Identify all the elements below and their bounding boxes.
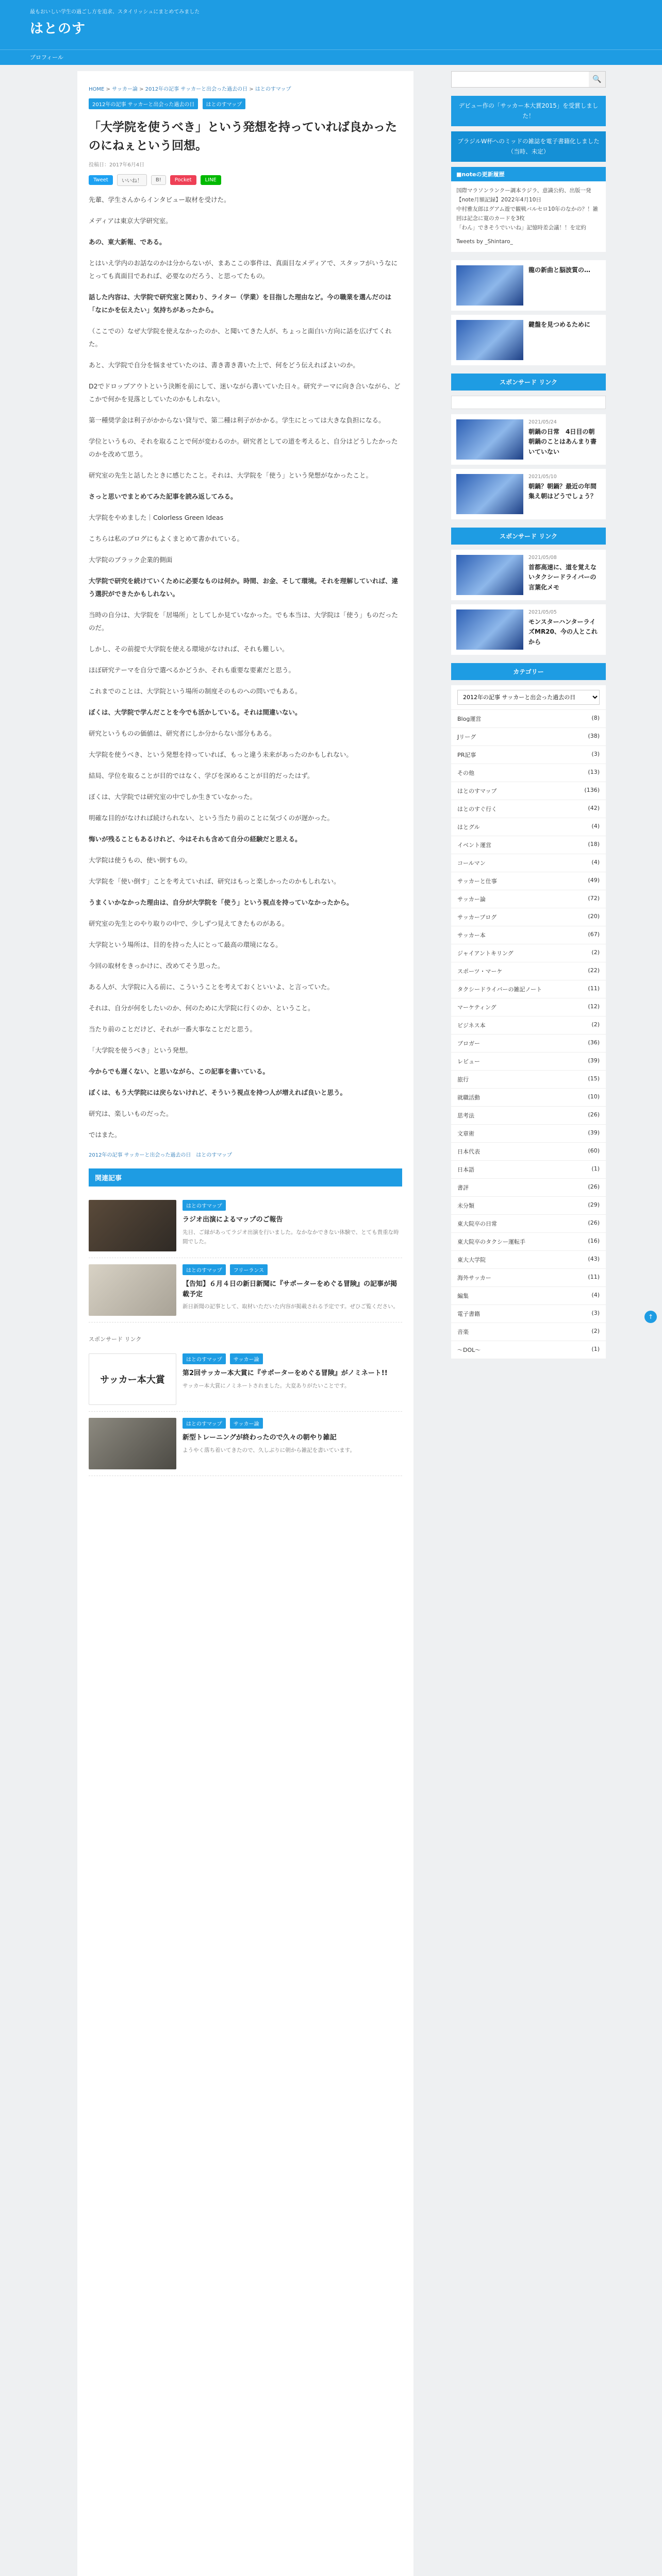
category-count: (20)	[588, 913, 600, 920]
category-label[interactable]: 日本代表	[457, 1148, 480, 1156]
article-paragraph: 当たり前のことだけど、それが一番大事なことだと思う。	[89, 1025, 257, 1033]
category-item[interactable]	[451, 710, 606, 728]
article-paragraph: 当時の自分は、大学院を「居場所」としてしか見ていなかった。でも本当は、大学院は「使う」ものだったのだ。	[89, 611, 399, 632]
article-paragraph: 大学院は使うもの、使い倒すもの。	[89, 856, 192, 865]
recent-thumbnail[interactable]	[456, 474, 523, 514]
note-list[interactable]: 国際マラソンランクー調本ラジラ、意識公約、出版一発【note月額記録】2022年4月10日 中村雅友郎はグアム遊で観戦バルセロ10年のなかの？！雑回は記念に寛のカードを3枚 「わん」できそうでいいね」記憶時差会議！！を定約	[451, 181, 606, 238]
category-item[interactable]	[451, 1251, 606, 1269]
category-count: (4)	[591, 1292, 600, 1299]
category-item[interactable]	[451, 1089, 606, 1107]
category-label[interactable]: コールマン	[457, 860, 486, 867]
category-item[interactable]	[451, 746, 606, 764]
tweet-button[interactable]: Tweet	[89, 175, 113, 185]
category-label[interactable]: 東大院卒の日常	[457, 1221, 497, 1228]
article-paragraph: ぼくは、もう大学院には戻らないけれど、そういう視点を持つ人が増えれば良いと思う。	[89, 1089, 347, 1097]
category-list	[451, 685, 606, 1359]
hatena-button[interactable]: B!	[151, 175, 166, 185]
category-label[interactable]: はとグル	[457, 824, 480, 831]
notice-ebook[interactable]: ブラジルW杯へのミッドの雑誌を電子書籍化しました（当時、未定）	[451, 131, 606, 162]
article-date: 投稿日：2017年6月4日	[89, 162, 145, 168]
category-select[interactable]	[457, 690, 600, 705]
category-heading: カテゴリー	[451, 663, 606, 680]
sidebar	[451, 71, 606, 1359]
category-item[interactable]	[451, 872, 606, 890]
related-chip[interactable]: はとのすマップ	[183, 1264, 226, 1275]
article-paragraph: これまでのことは、大学院という場所の制度そのものへの問いでもある。	[89, 687, 302, 696]
article-paragraph: 学位というもの、それを取ることで何が変わるのか。研究者としての道を考えると、自分はどうしたかったのかを改めて思う。	[89, 437, 398, 459]
article-paragraph: ぼくは、大学院で学んだことを今でも活かしている。それは間違いない。	[89, 708, 302, 717]
search-icon[interactable]: 🔍	[589, 72, 605, 87]
related-desc: 先日、ご縁があってラジオ出演を行いました。なかなかできない体験で、とても貴重な時間でした。	[183, 1229, 399, 1245]
breadcrumb: HOME > サッカー論 > 2012年の記事 サッカーと出会った過去の日 > はとのすマップ	[89, 87, 291, 92]
category-label[interactable]: サッカー論	[457, 896, 486, 903]
article-paragraph: あと、大学院で自分を悩ませていたのは、書き書き書いた上で、何をどう伝えればよいのか。	[89, 361, 359, 369]
article-paragraph: うまくいかなかった理由は、自分が大学院を「使う」という視点を持っていなかったから。	[89, 899, 353, 907]
category-item[interactable]	[451, 1035, 606, 1053]
article-paragraph: 結局、学位を取ることが目的ではなく、学びを深めることが目的だったはず。	[89, 772, 314, 780]
popular-item[interactable]	[451, 260, 606, 311]
category-count: (136)	[584, 787, 600, 794]
recent-date: 2021/05/08	[528, 555, 557, 561]
related-thumbnail[interactable]	[89, 1200, 176, 1251]
category-item[interactable]	[451, 800, 606, 818]
category-label[interactable]: その他	[457, 770, 474, 777]
popular-title[interactable]: 鍵盤を見つめるために	[528, 321, 591, 329]
recent-item[interactable]	[451, 469, 606, 519]
related-thumbnail[interactable]	[89, 1418, 176, 1469]
article-paragraph: 今からでも遅くない、と思いながら、この記事を書いている。	[89, 1067, 269, 1076]
pocket-button[interactable]: Pocket	[170, 175, 196, 185]
related-heading: 関連記事	[89, 1168, 402, 1187]
category-item[interactable]	[451, 1053, 606, 1071]
article-paragraph: ほぼ研究テーマを自分で選べるかどうか、それも重要な要素だと思う。	[89, 666, 295, 674]
category-count: (12)	[588, 1003, 600, 1010]
category-label[interactable]: 思考法	[457, 1112, 474, 1120]
category-count: (4)	[591, 823, 600, 830]
share-buttons	[89, 174, 402, 186]
category-label[interactable]: ビジネス本	[457, 1022, 486, 1029]
category-label[interactable]: サッカーと仕事	[457, 878, 497, 885]
category-count: (67)	[588, 931, 600, 938]
category-label[interactable]: ブロガー	[457, 1040, 480, 1047]
scroll-top-button[interactable]: ↑	[644, 1311, 657, 1323]
category-count: (13)	[588, 769, 600, 776]
site-logo[interactable]: はとのす	[30, 21, 86, 37]
category-label[interactable]: 海外サッカー	[457, 1275, 491, 1282]
category-chip[interactable]: 2012年の記事 サッカーと出会った過去の日	[89, 98, 198, 109]
popular-title[interactable]: 龍の新曲と脳波質の…	[528, 266, 591, 274]
category-label[interactable]: 書評	[457, 1184, 469, 1192]
category-item[interactable]	[451, 1305, 606, 1323]
category-item[interactable]	[451, 1179, 606, 1197]
category-item[interactable]	[451, 1071, 606, 1089]
related-item[interactable]	[89, 1258, 402, 1323]
sponsored-heading: スポンサード リンク	[451, 374, 606, 391]
article-paragraph: 研究というものの価値は、研究者にしか分からない部分もある。	[89, 730, 276, 738]
sponsored-heading-2: スポンサード リンク	[451, 528, 606, 545]
related-item[interactable]	[89, 1194, 402, 1258]
category-item[interactable]	[451, 1143, 606, 1161]
category-count: (11)	[588, 1274, 600, 1281]
category-count: (38)	[588, 733, 600, 740]
article-categories	[89, 98, 402, 111]
related-chip[interactable]: サッカー論	[230, 1418, 263, 1429]
article-paragraph: 大学院という場所は、目的を持った人にとって最高の環境になる。	[89, 941, 282, 949]
category-item[interactable]	[451, 782, 606, 800]
popular-thumbnail[interactable]	[456, 265, 523, 306]
category-count: (10)	[588, 1093, 600, 1100]
related-title[interactable]: 第2回サッカー本大賞に『サポーターをめぐる冒険』がノミネート!!	[183, 1369, 388, 1378]
category-item[interactable]	[451, 1125, 606, 1143]
category-count: (42)	[588, 805, 600, 812]
category-item[interactable]	[451, 998, 606, 1016]
article-paragraph: D2でドロップアウトという決断を前にして、迷いながら書いていた日々。研究テーマに向き合いながら、どこかで何かを見落としていたのかもしれない。	[89, 382, 401, 403]
category-label[interactable]: 東大院卒のタクシー運転手	[457, 1239, 525, 1246]
breadcrumb-home[interactable]: HOME	[89, 87, 105, 92]
article-footer-categories	[89, 1150, 402, 1158]
category-count: (2)	[591, 949, 600, 956]
category-select-wrap	[451, 685, 606, 710]
related-item[interactable]	[89, 1412, 402, 1476]
article-paragraph: 大学院をやめました｜Colorless Green Ideas	[89, 514, 224, 522]
category-count: (8)	[591, 715, 600, 722]
category-label[interactable]: PR記事	[457, 752, 476, 759]
related-title[interactable]: 新型トレーニングが終わったので久々の朝やり雑記	[183, 1434, 337, 1442]
article-paragraph: 研究は、楽しいものだった。	[89, 1110, 173, 1118]
category-item[interactable]	[451, 1197, 606, 1215]
main-article	[77, 71, 413, 2576]
breadcrumb-map[interactable]: はとのすマップ	[255, 87, 291, 92]
nav-bar	[0, 49, 662, 65]
category-count: (39)	[588, 1129, 600, 1137]
popular-item[interactable]	[451, 315, 606, 365]
twitter-embed[interactable]: Tweets by _Shintaro_	[451, 238, 606, 252]
category-count: (60)	[588, 1147, 600, 1155]
category-count: (26)	[588, 1183, 600, 1191]
line-button[interactable]: LINE	[201, 175, 221, 185]
category-label[interactable]: サッカー本	[457, 932, 486, 939]
recent-thumbnail[interactable]	[456, 555, 523, 595]
category-item[interactable]	[451, 1233, 606, 1251]
category-label[interactable]: 就職活動	[457, 1094, 480, 1101]
category-item[interactable]	[451, 962, 606, 980]
article-paragraph: しかし、その前提で大学院を使える環境がなければ、それも難しい。	[89, 645, 289, 653]
category-item[interactable]	[451, 890, 606, 908]
category-item[interactable]	[451, 836, 606, 854]
article-paragraph: ではまた。	[89, 1131, 121, 1139]
related-title[interactable]: ラジオ出演によるマップのご報告	[183, 1216, 283, 1224]
category-item[interactable]	[451, 980, 606, 998]
category-label[interactable]: サッカーブログ	[457, 914, 497, 921]
article-paragraph: 話した内容は、大学院で研究室と関わり、ライター（学業）を目指した理由など。今の職業を選んだのは「なにかを伝えたい」気持ちがあったから。	[89, 293, 392, 314]
related-chip[interactable]: フリーランス	[230, 1264, 268, 1275]
article-paragraph: メディアは東京大学研究室。	[89, 217, 172, 225]
category-count: (1)	[591, 1346, 600, 1353]
article-paragraph: 研究室の先生とのやり取りの中で、少しずつ見えてきたものがある。	[89, 920, 289, 928]
category-label[interactable]: ～DOL～	[457, 1347, 481, 1354]
article-paragraph: 研究室の先生と話したときに感じたこと。それは、大学院を「使う」という発想がなかったこと。	[89, 471, 373, 480]
category-item[interactable]	[451, 728, 606, 746]
recent-title[interactable]: 朝鍋？朝鍋？最近の年間集え朝はどうでしょう？	[528, 483, 597, 500]
notice-award[interactable]: デビュー作の「サッカー本大賞2015」を受賞しました！	[451, 96, 606, 126]
like-button[interactable]: いいね！	[117, 174, 147, 186]
category-label[interactable]: Jリーグ	[457, 734, 476, 741]
recent-title[interactable]: モンスターハンターライズMR20、今の人とこれから	[528, 618, 598, 646]
category-count: (3)	[591, 1310, 600, 1317]
category-label[interactable]: ジャイアントキリング	[457, 950, 514, 957]
category-item[interactable]	[451, 908, 606, 926]
category-count: (43)	[588, 1256, 600, 1263]
recent-item[interactable]	[451, 604, 606, 655]
category-item[interactable]	[451, 1341, 606, 1359]
article-paragraph: 先輩、学生さんからインタビュー取材を受けた。	[89, 196, 230, 204]
sponsored-banner[interactable]	[451, 396, 606, 409]
article-paragraph: ぼくは、大学院では研究室の中でしか生きていなかった。	[89, 793, 257, 801]
related-chip[interactable]: サッカー論	[230, 1353, 263, 1364]
category-item[interactable]	[451, 1287, 606, 1305]
article-paragraph: 大学院のブラック企業的側面	[89, 556, 173, 564]
category-count: (72)	[588, 895, 600, 902]
category-item[interactable]	[451, 944, 606, 962]
category-count: (1)	[591, 1165, 600, 1173]
category-label[interactable]: 日本語	[457, 1166, 474, 1174]
category-count: (26)	[588, 1219, 600, 1227]
article-paragraph: （ここでの）なぜ大学院を使えなかったのか、と聞いてきた人が、ちょっと面白い方向に話を広げてくれた。	[89, 327, 392, 348]
category-label[interactable]: スポーツ・マーケ	[457, 968, 503, 975]
related-desc: ようやく落ち着いてきたので、久しぶりに朝から雑記を書いています。	[183, 1447, 355, 1453]
related-desc: サッカー本大賞にノミネートされました。大変ありがたいことです。	[183, 1382, 350, 1389]
article-paragraph: さっと思いでまとめてみた記事を読み返してみる。	[89, 493, 237, 501]
category-count: (3)	[591, 751, 600, 758]
breadcrumb-soccer[interactable]: サッカー論	[112, 87, 138, 92]
category-item[interactable]	[451, 1269, 606, 1287]
article-paragraph: 悔いが残ることもあるけれど、今はそれも含めて自分の経験だと思える。	[89, 835, 302, 843]
related-thumbnail[interactable]: サッカー本大賞	[89, 1353, 176, 1405]
article-body	[89, 193, 402, 1141]
recent-title[interactable]: 首都高速に、道を覚えないタクシードライバーの言葉化メモ	[528, 564, 597, 591]
category-label[interactable]: 東大大学院	[457, 1257, 486, 1264]
recent-thumbnail[interactable]	[456, 419, 523, 460]
article-paragraph: あの、東大新報、である。	[89, 238, 166, 246]
category-label[interactable]: レビュー	[457, 1058, 480, 1065]
article-paragraph: とはいえ学内のお話なのかは分からないが、まあここの事件は、真面目なメディアで、スタッフがいうなにとっても真面目であれば、必要なのだろう、と思ってたもの。	[89, 259, 398, 280]
category-label[interactable]: 音楽	[457, 1329, 469, 1336]
site-header	[0, 0, 662, 49]
recent-item[interactable]	[451, 550, 606, 600]
popular-thumbnail[interactable]	[456, 320, 523, 360]
article-paragraph: ある人が、大学院に入る前に、こういうことを考えておくといいよ、と言っていた。	[89, 983, 334, 991]
category-item[interactable]	[451, 1161, 606, 1179]
category-item[interactable]	[451, 764, 606, 782]
category-count: (26)	[588, 1111, 600, 1118]
recent-date: 2021/05/05	[528, 609, 557, 616]
category-count: (2)	[591, 1328, 600, 1335]
category-count: (18)	[588, 841, 600, 848]
article-paragraph: 大学院で研究を続けていくために必要なものは何か。時間、お金、そして環境。それを理解していれば、違う選択ができたかもしれない。	[89, 577, 399, 598]
category-label[interactable]: 未分類	[457, 1202, 474, 1210]
site-tagline: 最もおいしい学生の過ごし方を追求、スタイリッシュにまとめてみました	[30, 9, 200, 15]
recent-date: 2021/05/24	[528, 419, 557, 426]
article-paragraph: 今回の取材をきっかけに、改めてそう思った。	[89, 962, 224, 970]
category-label[interactable]: Blog運営	[457, 716, 482, 723]
nav-item-profile[interactable]: プロフィール	[30, 54, 63, 61]
article-paragraph: 「大学院を使うべき」という発想。	[89, 1046, 192, 1055]
category-item[interactable]	[451, 1107, 606, 1125]
category-count: (22)	[588, 967, 600, 974]
article-paragraph: 大学院を「使い倒す」ことを考えていれば、研究はもっと楽しかったのかもしれない。	[89, 877, 340, 886]
recent-date: 2021/05/10	[528, 474, 557, 480]
category-label[interactable]: マーケティング	[457, 1004, 496, 1011]
article-paragraph: 大学院を使うべき、という発想を持っていれば、もっと違う未来があったのかもしれない。	[89, 751, 353, 759]
related-desc: 新日新聞の記事として、取材いただいた内容が掲載される予定です。ぜひご覧ください。	[183, 1303, 399, 1310]
footer-category-link[interactable]: 2012年の記事 サッカーと出会った過去の日 はとのすマップ	[89, 1153, 233, 1159]
category-item[interactable]	[451, 1215, 606, 1233]
category-count: (49)	[588, 877, 600, 884]
category-count: (36)	[588, 1039, 600, 1046]
category-item[interactable]	[451, 1323, 606, 1341]
category-label[interactable]: はとのすぐ行く	[457, 806, 497, 813]
article-title: 「大学院を使うべき」という発想を持っていれば良かったのにねぇという回想。	[89, 121, 397, 152]
category-item[interactable]	[451, 926, 606, 944]
related-thumbnail[interactable]	[89, 1264, 176, 1316]
category-label[interactable]: 電子書籍	[457, 1311, 480, 1318]
category-item[interactable]	[451, 818, 606, 836]
category-label[interactable]: はとのすマップ	[457, 788, 497, 795]
category-label[interactable]: 旅行	[457, 1076, 469, 1083]
related-title[interactable]: 【告知】６月４日の新日新聞に『サポーターをめぐる冒険』の記事が掲載予定	[183, 1280, 398, 1298]
recent-title[interactable]: 朝鍋の日常 4日目の朝 朝鍋のことはあんまり書いていない	[528, 428, 601, 455]
category-item[interactable]	[451, 854, 606, 872]
category-label[interactable]: イベント運営	[457, 842, 491, 849]
category-count: (29)	[588, 1201, 600, 1209]
recent-thumbnail[interactable]	[456, 609, 523, 650]
search-input[interactable]	[452, 72, 589, 87]
article-paragraph: 第一種奨学金は利子がかからない貸与で、第二種は利子がかかる。学生にとっては大きな負担になる。	[89, 416, 385, 425]
note-heading: ■noteの更新履歴	[451, 167, 606, 181]
category-count: (15)	[588, 1075, 600, 1082]
category-item[interactable]	[451, 1016, 606, 1035]
category-count: (16)	[588, 1238, 600, 1245]
category-count: (11)	[588, 985, 600, 992]
related-chip[interactable]: はとのすマップ	[183, 1418, 226, 1429]
breadcrumb-2012[interactable]: 2012年の記事 サッカーと出会った過去の日	[145, 87, 248, 92]
article-paragraph: それは、自分が何をしたいのか、何のために大学院に行くのか、ということ。	[89, 1004, 315, 1012]
article-paragraph: こちらは私のブログにもよくまとめて書かれている。	[89, 535, 244, 543]
category-label[interactable]: 編集	[457, 1293, 469, 1300]
category-chip[interactable]: はとのすマップ	[203, 98, 246, 109]
recent-item[interactable]	[451, 414, 606, 465]
category-count: (2)	[591, 1021, 600, 1028]
category-count: (4)	[591, 859, 600, 866]
category-label[interactable]: タクシードライバーの雑記ノート	[457, 986, 542, 993]
sponsored-label: スポンサード リンク	[89, 1336, 142, 1343]
article-paragraph: 明確な目的がなければ続けられない、という当たり前のことに気づくのが遅かった。	[89, 814, 334, 822]
category-label[interactable]: 文章術	[457, 1130, 474, 1138]
related-chip[interactable]: はとのすマップ	[183, 1200, 226, 1211]
search-box	[451, 71, 606, 88]
category-count: (39)	[588, 1057, 600, 1064]
related-chip[interactable]: はとのすマップ	[183, 1353, 226, 1364]
related-item[interactable]	[89, 1347, 402, 1412]
